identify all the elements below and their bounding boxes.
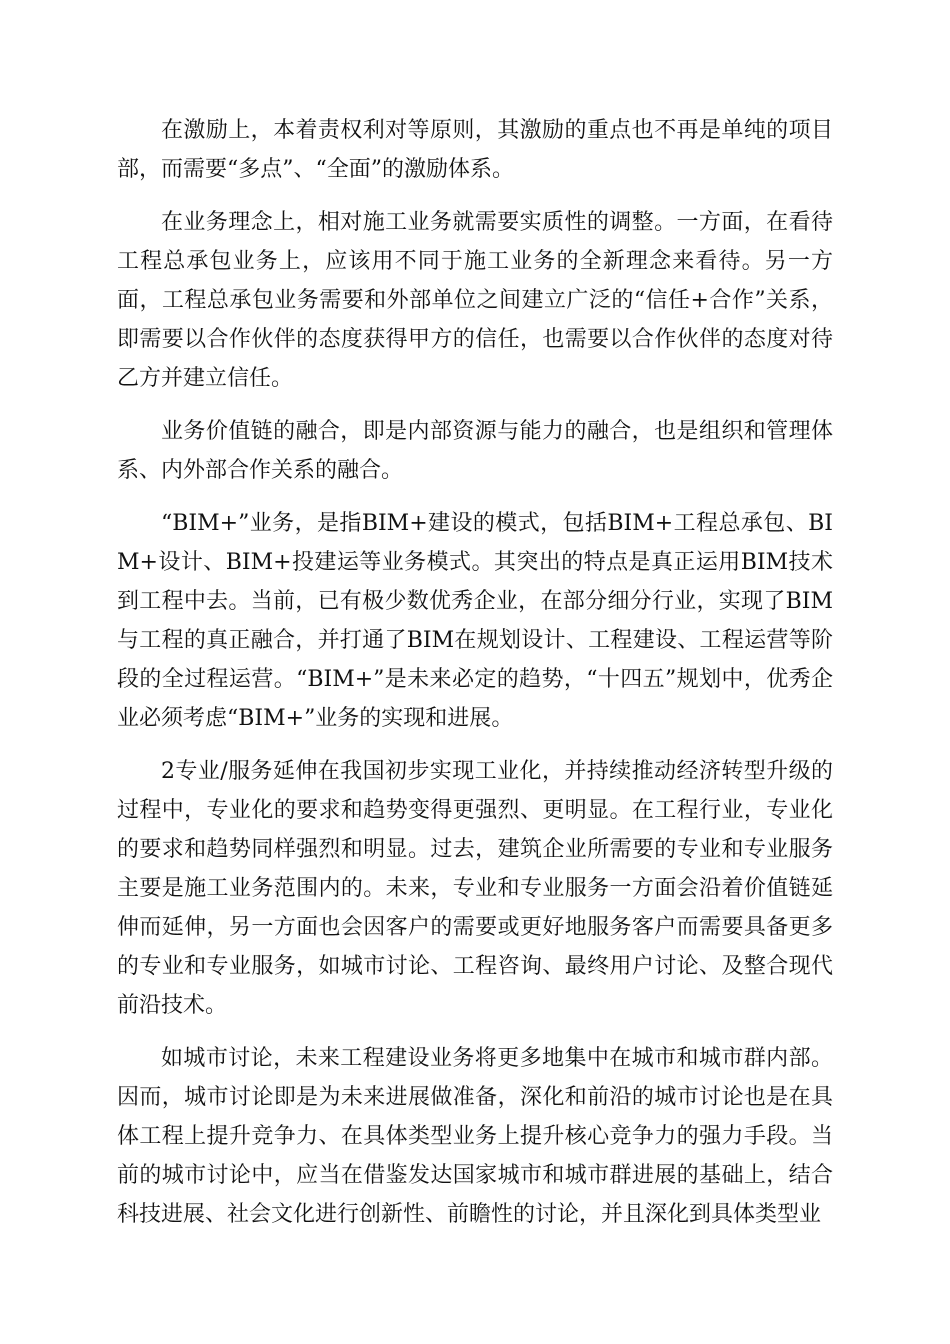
paragraph-value-chain: 业务价值链的融合，即是内部资源与能力的融合，也是组织和管理体系、内外部合作关系的融合。	[117, 419, 833, 483]
document-body	[117, 111, 833, 1248]
paragraph-bim-plus: “BIM+”业务，是指BIM+建设的模式，包括BIM+工程总承包、BIM+设计、BIM+投建运等业务模式。其突出的特点是真正运用BIM技术到工程中去。当前，已有极少数优秀企业，在部分细分行业，实现了BIM与工程的真正融合，并打通了BIM在规划设计、工程建设、工程运营等阶段的全过程运营。“BIM+”是未来必定的趋势，“十四五”规划中，优秀企业必须考虑“BIM+”业务的实现和进展。	[117, 511, 833, 731]
paragraph-incentive: 在激励上，本着责权利对等原则，其激励的重点也不再是单纯的项目部，而需要“多点”、“全面”的激励体系。	[117, 118, 833, 182]
paragraph-urban-research: 如城市讨论，未来工程建设业务将更多地集中在城市和城市群内部。因而，城市讨论即是为未来进展做准备，深化和前沿的城市讨论也是在具体工程上提升竞争力、在具体类型业务上提升核心竞争力的强力手段。当前的城市讨论中，应当在借鉴发达国家城市和城市群进展的基础上，结合科技进展、社会文化进行创新性、前瞻性的讨论，并且深化到具体类型业	[117, 1046, 833, 1227]
paragraph-business-concept: 在业务理念上，相对施工业务就需要实质性的调整。一方面，在看待工程总承包业务上，应该用不同于施工业务的全新理念来看待。另一方面，工程总承包业务需要和外部单位之间建立广泛的“信任+合作”关系，即需要以合作伙伴的态度获得甲方的信任，也需要以合作伙伴的态度对待乙方并建立信任。	[117, 210, 833, 391]
paragraph-professional-extension: 2专业/服务延伸在我国初步实现工业化，并持续推动经济转型升级的过程中，专业化的要求和趋势变得更强烈、更明显。在工程行业，专业化的要求和趋势同样强烈和明显。过去，建筑企业所需要的专业和专业服务主要是施工业务范围内的。未来，专业和专业服务一方面会沿着价值链延伸而延伸，另一方面也会因客户的需要或更好地服务客户而需要具备更多的专业和专业服务，如城市讨论、工程咨询、最终用户讨论、及整合现代前沿技术。	[117, 759, 833, 1018]
